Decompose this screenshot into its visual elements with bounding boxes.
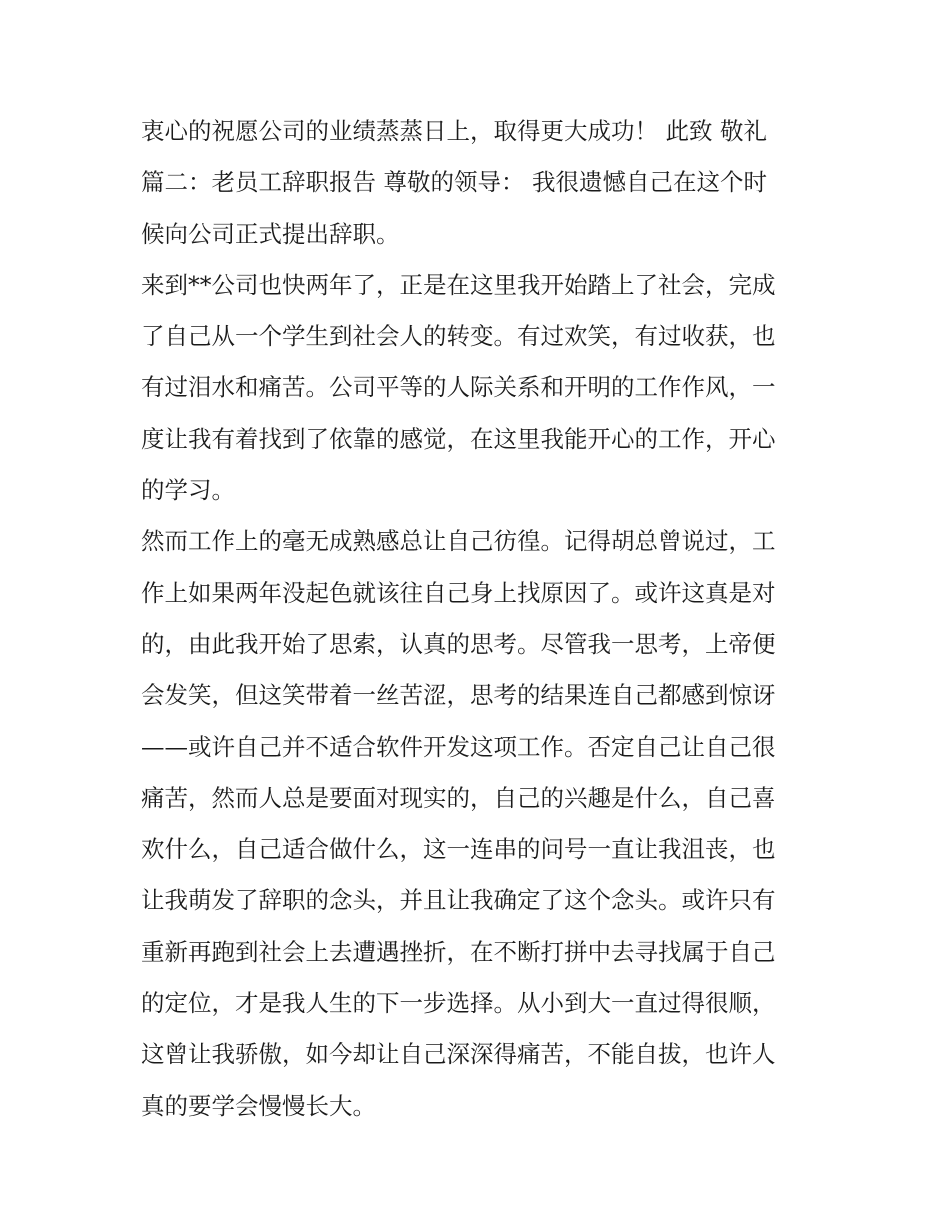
text-line: 这曾让我骄傲，如今却让自己深深得痛苦，不能自拔，也许人 — [141, 1040, 776, 1069]
text-line: 篇二：老员工辞职报告 尊敬的领导： 我很遗憾自己在这个时 — [141, 168, 767, 197]
document-page — [141, 106, 816, 1132]
text-line: 来到**公司也快两年了，正是在这里我开始踏上了社会，完成 — [141, 270, 776, 299]
text-line: 衷心的祝愿公司的业绩蒸蒸日上，取得更大成功！ 此致 敬礼 — [141, 117, 767, 145]
text-line: 痛苦，然而人总是要面对现实的，自己的兴趣是什么，自己喜 — [141, 783, 776, 812]
text-line: 的学习。 — [141, 476, 235, 505]
text-line: 然而工作上的毫无成熟感总让自己彷徨。记得胡总曾说过，工 — [141, 527, 776, 556]
text-line: 欢什么，自己适合做什么，这一连串的问号一直让我沮丧，也 — [141, 835, 776, 864]
text-line: 候向公司正式提出辞职。 — [141, 219, 400, 248]
text-line: ——或许自己并不适合软件开发这项工作。否定自己让自己很 — [141, 732, 776, 761]
text-line: 真的要学会慢慢长大。 — [141, 1091, 376, 1120]
text-line: 度让我有着找到了依靠的感觉，在这里我能开心的工作，开心 — [141, 424, 776, 453]
text-line: 的定位，才是我人生的下一步选择。从小到大一直过得很顺， — [141, 989, 776, 1018]
text-line: 的，由此我开始了思索，认真的思考。尽管我一思考，上帝便 — [141, 629, 776, 658]
text-line: 作上如果两年没起色就该往自己身上找原因了。或许这真是对 — [141, 578, 776, 607]
text-line: 重新再跑到社会上去遭遇挫折，在不断打拼中去寻找属于自己 — [141, 937, 776, 966]
text-line: 让我萌发了辞职的念头，并且让我确定了这个念头。或许只有 — [141, 886, 776, 915]
text-line: 会发笑，但这笑带着一丝苦涩，思考的结果连自己都感到惊讶 — [141, 681, 776, 710]
text-line: 有过泪水和痛苦。公司平等的人际关系和开明的工作作风，一 — [141, 373, 776, 402]
text-line: 了自己从一个学生到社会人的转变。有过欢笑，有过收获，也 — [141, 322, 776, 351]
